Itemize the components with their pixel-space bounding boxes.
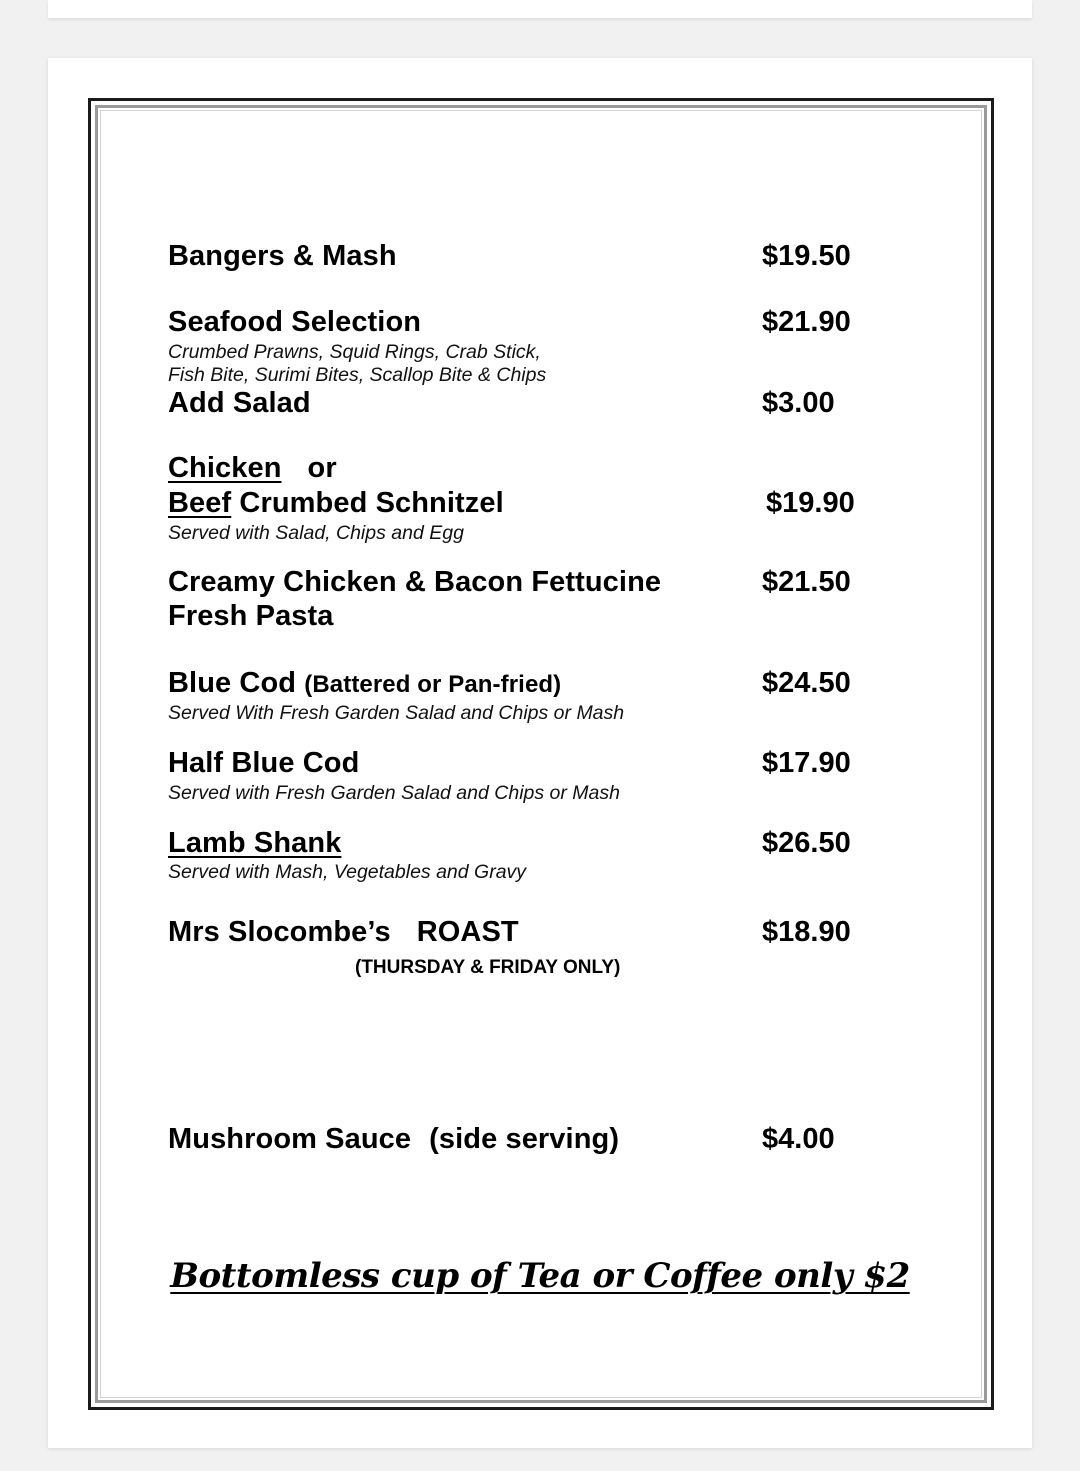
item-price-bangers-mash: $19.50 xyxy=(762,240,851,272)
item-price-schnitzel: $19.90 xyxy=(766,487,855,519)
item-desc-blue-cod: Served With Fresh Garden Salad and Chips or Mash xyxy=(168,702,625,724)
mushroom-side-label: (side serving) xyxy=(429,1123,620,1155)
item-price-roast: $18.90 xyxy=(762,916,851,948)
item-name-add-salad: Add Salad xyxy=(168,387,311,419)
item-name-schnitzel-line2 xyxy=(168,487,504,520)
item-name-roast xyxy=(168,916,519,949)
item-name-fettucine-line1: Creamy Chicken & Bacon Fettucine xyxy=(168,566,662,598)
item-desc-schnitzel: Served with Salad, Chips and Egg xyxy=(168,522,464,544)
item-price-add-salad: $3.00 xyxy=(762,387,835,419)
previous-page xyxy=(48,0,1032,18)
item-desc-lamb-shank: Served with Mash, Vegetables and Gravy xyxy=(168,861,527,883)
item-price-lamb-shank: $26.50 xyxy=(762,827,851,859)
item-name-bangers-mash: Bangers & Mash xyxy=(168,240,397,272)
roast-name-label: Mrs Slocombe’s xyxy=(168,916,391,948)
item-name-mushroom-sauce xyxy=(168,1123,619,1156)
item-name-blue-cod xyxy=(168,667,561,700)
item-price-blue-cod: $24.50 xyxy=(762,667,851,699)
item-desc-seafood-line1: Crumbed Prawns, Squid Rings, Crab Stick, xyxy=(168,341,541,363)
blue-cod-note: (Battered or Pan-fried) xyxy=(304,671,562,698)
item-price-mushroom-sauce: $4.00 xyxy=(762,1123,835,1155)
item-price-fettucine: $21.50 xyxy=(762,566,851,598)
menu-page xyxy=(48,58,1032,1448)
item-name-schnitzel-line1 xyxy=(168,452,337,485)
item-name-lamb-shank: Lamb Shank xyxy=(168,827,342,859)
roast-label: ROAST xyxy=(416,916,519,948)
item-name-half-blue-cod: Half Blue Cod xyxy=(168,747,360,779)
item-price-seafood-selection: $21.90 xyxy=(762,306,851,338)
blue-cod-label: Blue Cod xyxy=(168,667,297,699)
item-desc-seafood-line2: Fish Bite, Surimi Bites, Scallop Bite & Chips xyxy=(168,364,547,386)
mushroom-sauce-label: Mushroom Sauce xyxy=(168,1123,412,1155)
item-name-seafood-selection: Seafood Selection xyxy=(168,306,422,338)
item-note-roast: (THURSDAY & FRIDAY ONLY) xyxy=(355,957,621,978)
schnitzel-crumbed-label: Crumbed Schnitzel xyxy=(231,487,504,519)
schnitzel-chicken-label: Chicken xyxy=(168,452,282,484)
footer-tea-coffee: Bottomless cup of Tea or Coffee only $2 xyxy=(170,1256,910,1296)
item-name-fettucine-line2: Fresh Pasta xyxy=(168,600,334,632)
item-desc-half-blue-cod: Served with Fresh Garden Salad and Chips or Mash xyxy=(168,782,620,804)
schnitzel-beef-label: Beef xyxy=(168,487,232,519)
item-price-half-blue-cod: $17.90 xyxy=(762,747,851,779)
schnitzel-or-label: or xyxy=(307,452,337,484)
